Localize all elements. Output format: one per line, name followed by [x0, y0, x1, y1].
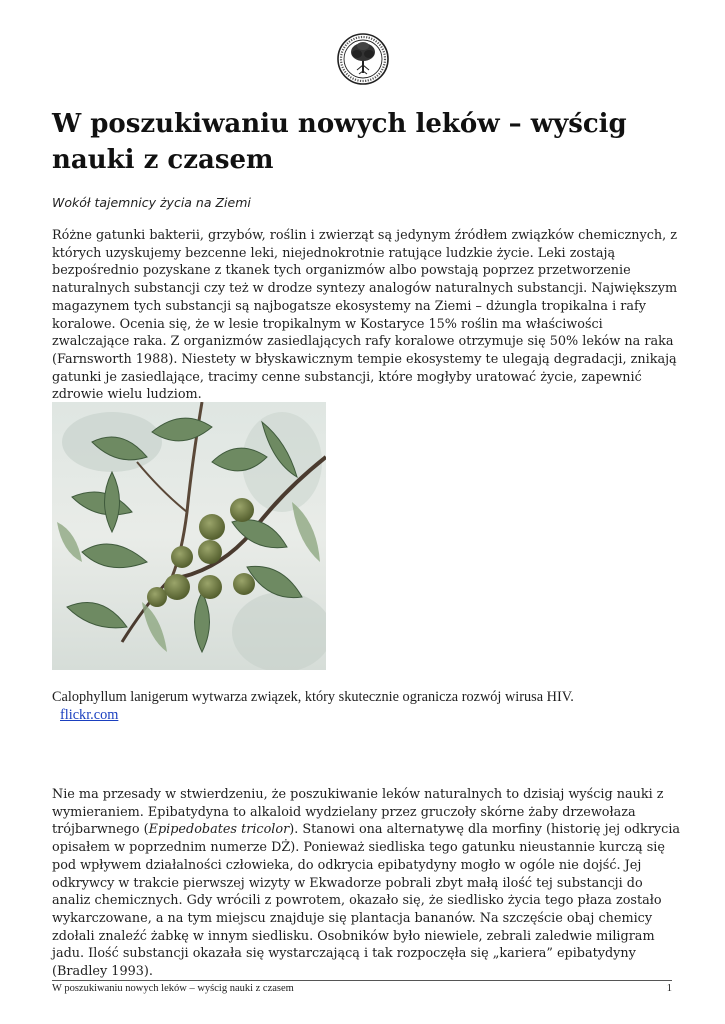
paragraph-epibatidine-text-2: ). Stanowi ona alternatywę dla morfiny (historię jej odkrycia opisałem w poprzednim numerze DŻ). Ponieważ siedliska tego gatunku nieustannie kurczą się pod wpływem działalności człowieka, do odkrycia epibatydyny mogło w ogóle nie dojść. Jej odkrywcy w trakcie pierwszej wizyty w Ekwadorze pobrali zbyt małą ilość tej substancji do analiz chemicznych. Gdy wrócili z powrotem, okazało się, że siedlisko życia tego płaza zostało wykarczowane, a na tym miejscu znajduje się plantacja bananów. Na szczęście obaj chemicy zdołali znaleźć żabkę w innym siedlisku. Osobników było niewiele, zebrali zaledwie miligram jadu. Ilość substancji okazała się wystarczającą i tak rozpoczęła się „kariera” epibatydyny (Bradley 1993).	[52, 822, 681, 980]
article-title: W poszukiwaniu nowych leków – wyścig nauki z czasem	[52, 109, 627, 175]
footer-title: W poszukiwaniu nowych leków – wyścig nauki z czasem	[52, 983, 294, 994]
photo-caption: Calophyllum lanigerum wytwarza związek, który skutecznie ogranicza rozwój wirusa HIV.	[52, 689, 574, 705]
publisher-logo-seal	[336, 32, 390, 86]
calophyllum-photo	[52, 402, 326, 670]
footer-divider	[52, 980, 672, 981]
paragraph-epibatidine-text-1: Nie ma przesady w stwierdzeniu, że poszukiwanie leków naturalnych to dzisiaj wyścig nauki z wymieraniem. Epibatydyna to alkaloid wydzielany przez gruczoły skórne żaby drzewołaza trójbarwnego (	[52, 787, 664, 838]
footer-page-number: 1	[666, 983, 672, 994]
paragraph-epibatidine	[52, 786, 684, 981]
species-name: Epipedobates tricolor	[148, 822, 290, 838]
paragraph-intro: Różne gatunki bakterii, grzybów, roślin i zwierząt są jedynym źródłem związków chemicznych, z których uzyskujemy bezcenne leki, niejednokrotnie ratujące ludzkie życie. Leki zostają bezpośrednio pozyskane z tkanek tych organizmów albo powstają poprzez przetworzenie naturalnych substancji czy też w drodze syntezy analogów naturalnych substancji. Największym magazynem tych substancji są najbogatsze ekosystemy na Ziemi – dżungla tropikalna i rafy koralowe. Ocenia się, że w lesie tropikalnym w Kostaryce 15% roślin ma właściwości zwalczające raka. Z organizmów zasiedlających rafy koralowe otrzymuje się 50% leków na raka (Farnsworth 1988). Niestety w błyskawicznym tempie ekosystemy te ulegają degradacji, znikają gatunki je zasiedlające, tracimy cenne substancji, które mogłyby uratować życie, zapewnić zdrowie wielu ludziom.	[52, 228, 678, 403]
article-subtitle: Wokół tajemnicy życia na Ziemi	[52, 195, 251, 210]
photo-source-link[interactable]: flickr.com	[60, 707, 119, 723]
